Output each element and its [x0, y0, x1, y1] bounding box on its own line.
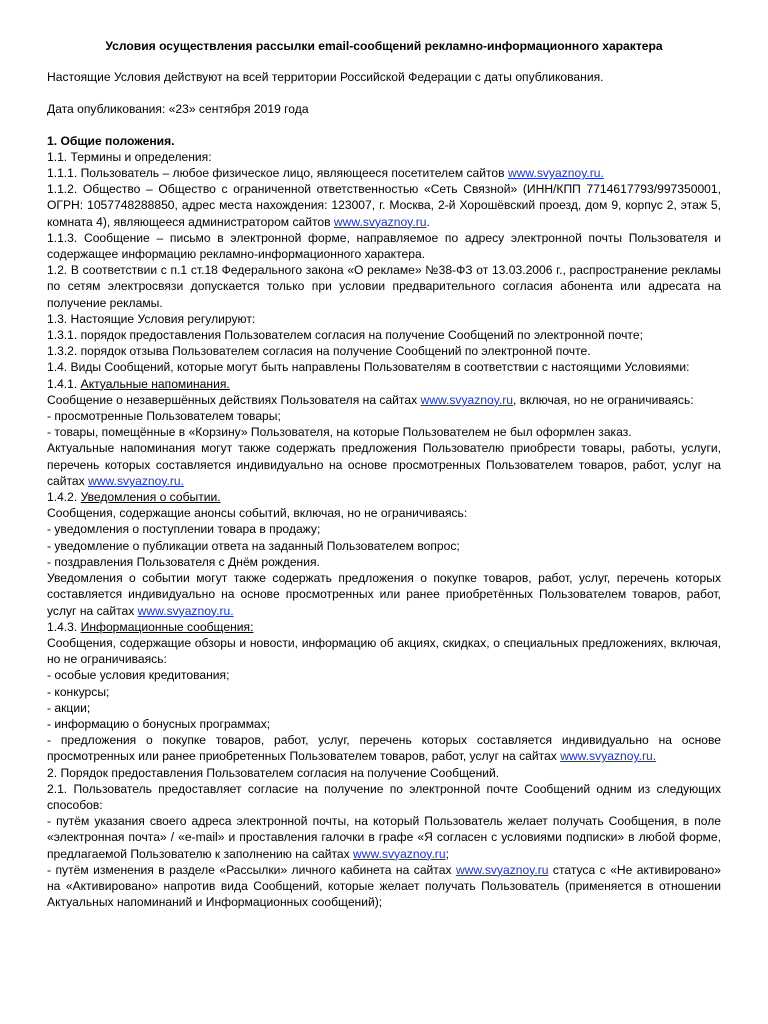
list-item: - товары, помещённые в «Корзину» Пользователя, на которые Пользователем не был оформлен заказ.	[47, 425, 632, 440]
site-link[interactable]: www.svyaznoy.ru.	[137, 603, 234, 618]
list-item: - уведомление о публикации ответа на заданный Пользователем вопрос;	[47, 538, 460, 553]
clause-1-3-1: 1.3.1. порядок предоставления Пользователем согласия на получение Сообщений по электронной почте;	[47, 328, 643, 343]
clause-1-4: 1.4. Виды Сообщений, которые могут быть направлены Пользователям в соответствии с настоящими Условиями:	[47, 360, 690, 375]
site-link[interactable]: www.svyaznoy.ru	[455, 862, 549, 877]
clause-1-4-3-body: Сообщения, содержащие обзоры и новости, информацию об акциях, скидках, о специальных предложениях, включая, но не ограничиваясь:	[47, 635, 721, 667]
site-link[interactable]: www.svyaznoy.ru.	[507, 166, 604, 181]
list-item: - путём изменения в разделе «Рассылки» личного кабинета на сайтах www.svyaznoy.ru статуса с «Не активировано» на «Активировано» напротив вида Сообщений, которые желает получать Пользователь (применяется в отношении Актуальных напоминаний и Информационных сообщений);	[47, 862, 721, 910]
intro-paragraph: Настоящие Условия действуют на всей территории Российской Федерации с даты опубликования.	[47, 70, 604, 85]
document-title: Условия осуществления рассылки email-сообщений рекламно-информационного характера	[105, 39, 663, 53]
clause-1-3: 1.3. Настоящие Условия регулируют:	[47, 311, 256, 326]
list-item: - путём указания своего адреса электронной почты, на который Пользователь желает получать Сообщения, в поле «электронная почта» / «e-mail» и проставления галочки в графе «Я согласен с условиями подписки» в любой форме, предлагаемой Пользователю к заполнению на сайтах www.svyaznoy.ru;	[47, 814, 721, 861]
site-link[interactable]: www.svyaznoy.ru	[353, 846, 446, 861]
clause-1-1-3: 1.1.3. Сообщение – письмо в электронной форме, направляемое по адресу электронной почты Пользователя и содержащее информацию рекламно-информационного характера.	[47, 230, 721, 262]
clause-1-1-1: 1.1.1. Пользователь – любое физическое лицо, являющееся посетителем сайтов www.svyaznoy.ru.	[47, 166, 604, 181]
list-item: - особые условия кредитования;	[47, 668, 230, 683]
clause-1-4-2-body: Сообщения, содержащие анонсы событий, включая, но не ограничиваясь:	[47, 506, 468, 521]
section-2-heading: 2. Порядок предоставления Пользователем согласия на получение Сообщений.	[47, 765, 500, 780]
list-item: - информацию о бонусных программах;	[47, 716, 271, 731]
clause-1-4-3-heading: 1.4.3. Информационные сообщения:	[47, 619, 254, 634]
section-1-heading: 1. Общие положения.	[47, 133, 175, 148]
list-item: - уведомления о поступлении товара в продажу;	[47, 522, 321, 537]
clause-1-1: 1.1. Термины и определения:	[47, 149, 212, 164]
list-item: - конкурсы;	[47, 684, 110, 699]
clause-1-1-2: 1.1.2. Общество – Общество с ограниченной ответственностью «Сеть Связной» (ИНН/КПП 7714617793/997350001, ОГРН: 1057748288850, адрес места нахождения: 123007, г. Москва, 2-й Хорошёвский проезд, дом 9, корпус 2, этаж 5, комната 4), являющееся администратором сайтов www.svyaznoy.ru.	[47, 182, 721, 229]
site-link[interactable]: www.svyaznoy.ru	[420, 392, 514, 407]
clause-1-4-2-heading: 1.4.2. Уведомления о событии.	[47, 490, 221, 505]
clause-1-4-2-tail: Уведомления о событии могут также содержать предложения о покупке товаров, работ, услуг, перечень которых составляется индивидуально на основе просмотренных или ранее приобретённых Пользователем товаров, работ, услуг на сайтах www.svyaznoy.ru.	[47, 571, 721, 618]
clause-1-4-1-body: Сообщение о незавершённых действиях Пользователя на сайтах www.svyaznoy.ru, включая, но не ограничиваясь:	[47, 392, 694, 407]
clause-1-2: 1.2. В соответствии с п.1 ст.18 Федерального закона «О рекламе» №38-ФЗ от 13.03.2006 г., распространение рекламы по сетям электросвязи допускается только при условии предварительного согласия абонента или адресата на получение рекламы.	[47, 263, 721, 310]
site-link[interactable]: www.svyaznoy.ru.	[88, 473, 184, 488]
clause-1-4-1-tail: Актуальные напоминания могут также содержать предложения Пользователю приобрести товары, работы, услуги, перечень которых составляется индивидуально на основе просмотренных Пользователем товаров, работ, услуг на сайтах www.svyaznoy.ru.	[47, 441, 721, 488]
publication-date: Дата опубликования: «23» сентября 2019 года	[47, 101, 309, 116]
list-item: - просмотренные Пользователем товары;	[47, 409, 281, 424]
list-item: - акции;	[47, 700, 91, 715]
list-item: - предложения о покупке товаров, работ, услуг, перечень которых составляется индивидуально на основе просмотренных или ранее приобретенных Пользователем товаров, работ, услуг на сайтах www.svyaznoy.ru.	[47, 733, 721, 764]
clause-1-3-2: 1.3.2. порядок отзыва Пользователем согласия на получение Сообщений по электронной почте.	[47, 344, 591, 359]
list-item: - поздравления Пользователя с Днём рождения.	[47, 554, 320, 569]
clause-1-4-1-heading: 1.4.1. Актуальные напоминания.	[47, 376, 230, 391]
site-link[interactable]: www.svyaznoy.ru	[333, 214, 427, 229]
site-link[interactable]: www.svyaznoy.ru.	[560, 749, 657, 764]
clause-2-1: 2.1. Пользователь предоставляет согласие на получение по электронной почте Сообщений одним из следующих способов:	[47, 781, 721, 812]
